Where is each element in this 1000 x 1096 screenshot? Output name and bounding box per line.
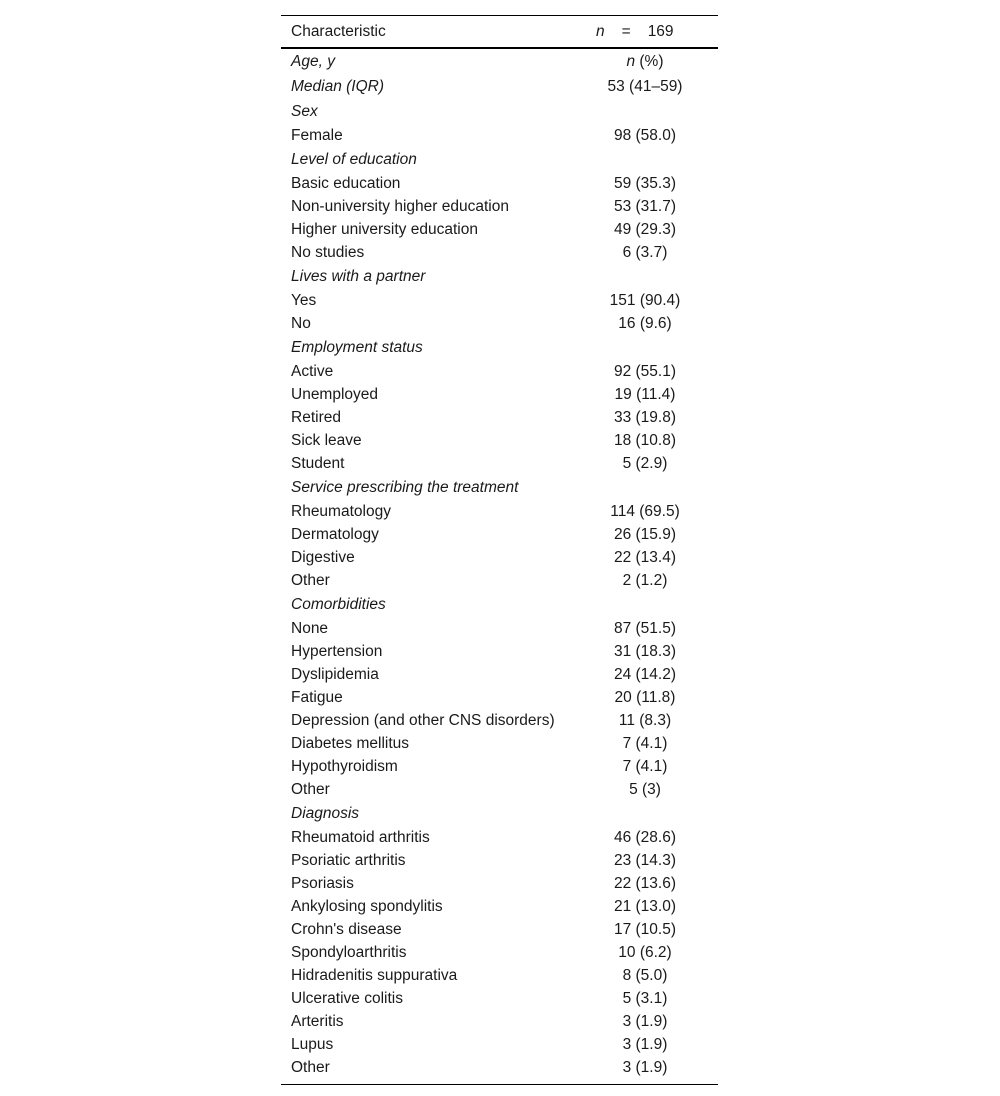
row-value: 10 (6.2) <box>618 943 672 961</box>
table-row <box>281 686 718 709</box>
row-value: 53 (31.7) <box>613 197 677 215</box>
row-value: 7 (4.1) <box>622 734 668 752</box>
row-label: Rheumatology <box>291 502 391 520</box>
header-n-label: n <box>596 22 605 40</box>
table-row <box>281 964 718 987</box>
row-label: Student <box>291 454 345 472</box>
row-label: Spondyloarthritis <box>291 943 407 961</box>
row-value: 5 (3.1) <box>622 989 668 1007</box>
row-value: 24 (14.2) <box>613 665 677 683</box>
table-group-row <box>281 335 718 360</box>
row-label: Lupus <box>291 1035 334 1053</box>
row-label: Basic education <box>291 174 401 192</box>
table-row <box>281 406 718 429</box>
table-row <box>281 987 718 1010</box>
row-value: 17 (10.5) <box>613 920 677 938</box>
table-row <box>281 872 718 895</box>
row-value: 22 (13.4) <box>613 548 677 566</box>
table-group-row <box>281 801 718 826</box>
row-label: Median (IQR) <box>291 77 385 95</box>
row-label: Fatigue <box>291 688 343 706</box>
row-value: 98 (58.0) <box>613 126 677 144</box>
header-characteristic: Characteristic <box>291 22 386 40</box>
row-value: 5 (3) <box>629 780 661 798</box>
row-value: 3 (1.9) <box>622 1058 668 1076</box>
row-label: Digestive <box>291 548 355 566</box>
table-row <box>281 569 718 592</box>
row-label: Active <box>291 362 334 380</box>
row-label: No <box>291 314 311 332</box>
row-value: 114 (69.5) <box>610 502 680 520</box>
row-label: Ankylosing spondylitis <box>291 897 443 915</box>
row-value: 6 (3.7) <box>622 243 668 261</box>
row-value: 92 (55.1) <box>613 362 677 380</box>
table-group-row <box>281 475 718 500</box>
table-row <box>281 640 718 663</box>
row-value: 151 (90.4) <box>609 291 681 309</box>
table-row <box>281 429 718 452</box>
row-value: 7 (4.1) <box>622 757 668 775</box>
row-label: Other <box>291 571 330 589</box>
table-row <box>281 172 718 195</box>
row-label: Crohn's disease <box>291 920 402 938</box>
header-n-value: 169 <box>647 22 674 40</box>
row-value: 33 (19.8) <box>613 408 677 426</box>
table-bottom-rule <box>281 1084 718 1085</box>
row-label: Ulcerative colitis <box>291 989 403 1007</box>
table-row <box>281 778 718 801</box>
row-label: Sick leave <box>291 431 362 449</box>
row-value: 21 (13.0) <box>613 897 677 915</box>
table-group-row <box>281 264 718 289</box>
row-label: Diagnosis <box>291 804 360 822</box>
row-value: 46 (28.6) <box>613 828 677 846</box>
row-label: Comorbidities <box>291 595 386 613</box>
row-value: 59 (35.3) <box>613 174 677 192</box>
table-row <box>281 383 718 406</box>
table-row <box>281 195 718 218</box>
row-value: 16 (9.6) <box>618 314 672 332</box>
table-row <box>281 941 718 964</box>
row-value: 2 (1.2) <box>622 571 668 589</box>
row-value: 20 (11.8) <box>614 688 676 706</box>
characteristics-table <box>281 15 718 1085</box>
table-row <box>281 289 718 312</box>
row-value: 26 (15.9) <box>613 525 677 543</box>
row-label: None <box>291 619 329 637</box>
row-value: 19 (11.4) <box>614 385 676 403</box>
row-label: Retired <box>291 408 341 426</box>
row-label: Depression (and other CNS disorders) <box>291 711 555 729</box>
row-label: Psoriasis <box>291 874 354 892</box>
row-label: Sex <box>291 102 318 120</box>
table-row <box>281 617 718 640</box>
row-value <box>572 53 718 71</box>
table-group-row <box>281 49 718 74</box>
row-label: Unemployed <box>291 385 379 403</box>
table-row <box>281 546 718 569</box>
table-row <box>281 523 718 546</box>
table-row <box>281 124 718 147</box>
table-group-row <box>281 147 718 172</box>
row-label: Lives with a partner <box>291 267 426 285</box>
row-label: Hidradenitis suppurativa <box>291 966 458 984</box>
row-label: Hypothyroidism <box>291 757 398 775</box>
table-row <box>281 360 718 383</box>
row-label: Higher university education <box>291 220 478 238</box>
row-label: Employment status <box>291 338 423 356</box>
row-value: 18 (10.8) <box>613 431 677 449</box>
table-row <box>281 732 718 755</box>
table-row <box>281 755 718 778</box>
table-row <box>281 826 718 849</box>
row-value: 5 (2.9) <box>622 454 668 472</box>
row-value-n-label: n <box>626 52 636 70</box>
row-label: Yes <box>291 291 317 309</box>
row-value: 49 (29.3) <box>613 220 677 238</box>
table-body <box>281 49 718 1079</box>
table-header-row <box>281 16 718 49</box>
row-value: 3 (1.9) <box>622 1035 668 1053</box>
row-label: Female <box>291 126 343 144</box>
row-value: 22 (13.6) <box>613 874 677 892</box>
header-n <box>572 23 718 41</box>
table-row <box>281 1033 718 1056</box>
table-group-row <box>281 592 718 617</box>
row-value: 87 (51.5) <box>613 619 677 637</box>
row-label: Arteritis <box>291 1012 344 1030</box>
row-label: Dermatology <box>291 525 379 543</box>
table-row <box>281 895 718 918</box>
table-row <box>281 709 718 732</box>
row-label: Psoriatic arthritis <box>291 851 406 869</box>
row-value: 53 (41–59) <box>607 77 683 95</box>
row-label: Other <box>291 1058 330 1076</box>
row-value-unit: (%) <box>635 52 664 70</box>
row-value: 11 (8.3) <box>618 711 672 729</box>
row-value: 8 (5.0) <box>622 966 668 984</box>
row-label: Service prescribing the treatment <box>291 478 519 496</box>
row-label: Hypertension <box>291 642 383 660</box>
table-row <box>281 452 718 475</box>
row-value: 23 (14.3) <box>613 851 677 869</box>
row-label: Non-university higher education <box>291 197 509 215</box>
row-label: Diabetes mellitus <box>291 734 410 752</box>
row-label: Other <box>291 780 330 798</box>
row-value: 31 (18.3) <box>613 642 677 660</box>
table-row <box>281 918 718 941</box>
table-group-row <box>281 74 718 99</box>
table-row <box>281 312 718 335</box>
table-group-row <box>281 99 718 124</box>
row-label: Rheumatoid arthritis <box>291 828 430 846</box>
header-equals: = <box>621 22 631 40</box>
row-label: No studies <box>291 243 365 261</box>
table-row <box>281 1056 718 1079</box>
table-row <box>281 241 718 264</box>
row-value: 3 (1.9) <box>622 1012 668 1030</box>
table-row <box>281 500 718 523</box>
row-label: Age, y <box>291 52 335 70</box>
table-row <box>281 1010 718 1033</box>
table-row <box>281 849 718 872</box>
row-label: Level of education <box>291 150 417 168</box>
row-label: Dyslipidemia <box>291 665 379 683</box>
table-row <box>281 218 718 241</box>
table-row <box>281 663 718 686</box>
